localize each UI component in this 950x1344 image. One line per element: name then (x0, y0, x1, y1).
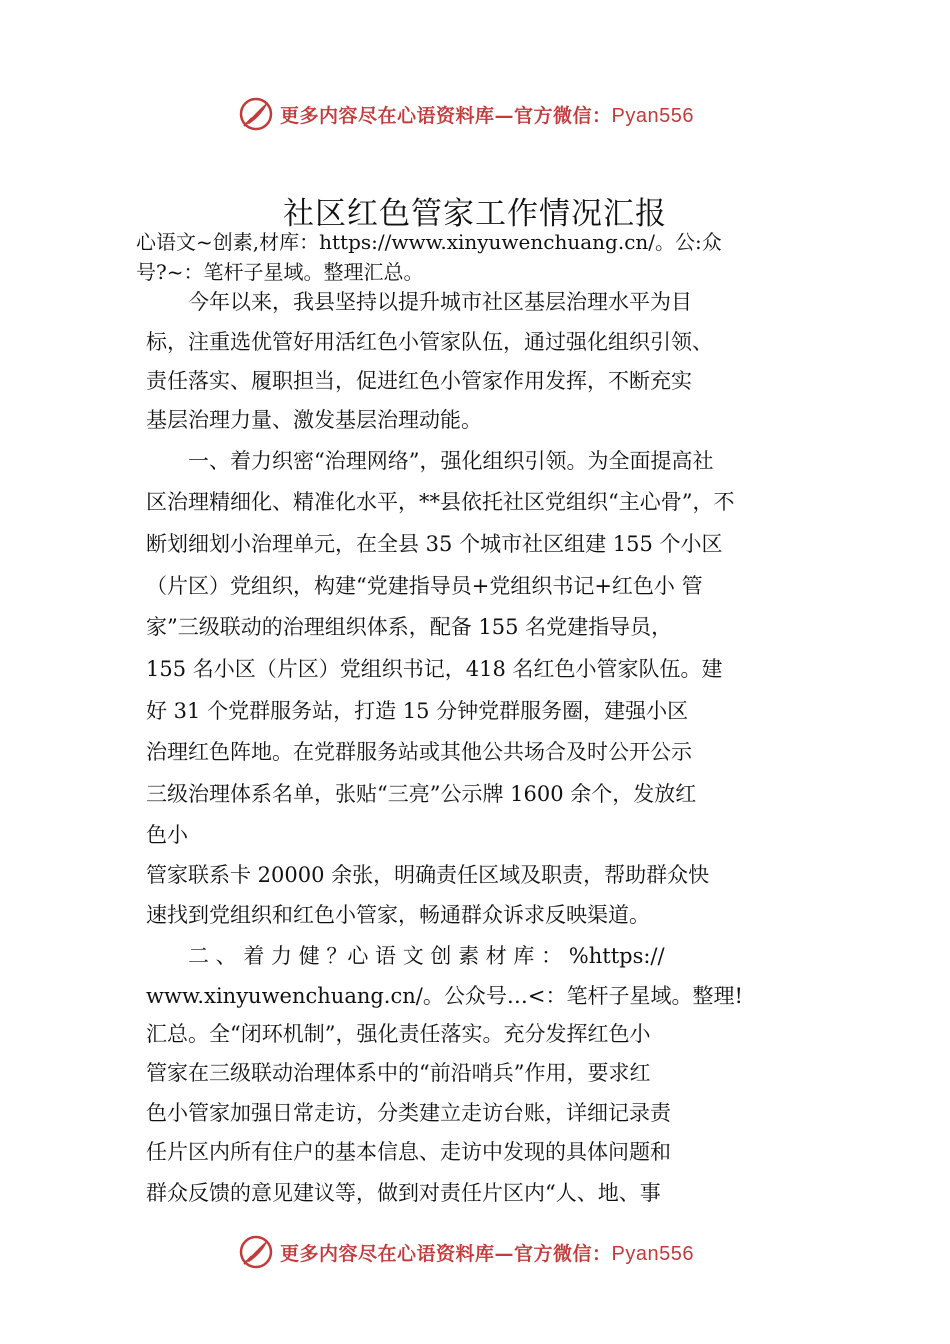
body-line: 汇总。全“闭环机制”，强化责任落实。充分发挥红色小 (146, 1022, 651, 1046)
source-line: 心语文~创素,材库：https://www.xinyuwenchuang.cn/。公:众 (136, 230, 722, 254)
body-line: 二 、 着 力 健 ？心 语 文 创 素 材 库 ： %https:// (146, 944, 665, 968)
body-line: 标，注重选优管好用活红色小管家队伍，通过强化组织引领、 (146, 330, 713, 354)
body-line: 断划细划小治理单元，在全县 35 个城市社区组建 155 个小区 (146, 532, 723, 556)
body-line: 好 31 个党群服务站，打造 15 分钟党群服务圈，建强小区 (146, 699, 689, 723)
body-line: 任片区内所有住户的基本信息、走访中发现的具体问题和 (146, 1140, 671, 1164)
wechat-id: Pyan556 (611, 104, 694, 127)
body-line: 群众反馈的意见建议等，做到对责任片区内“人、地、事 (146, 1181, 661, 1205)
body-line: 治理红色阵地。在党群服务站或其他公共场合及时公开公示 (146, 740, 692, 764)
footer-banner[interactable] (238, 1232, 694, 1272)
wechat-id: Pyan556 (611, 1242, 694, 1265)
source-line: 号?~：笔杆子星域。整理汇总。 (136, 260, 424, 284)
body-line: （片区）党组织，构建“党建指导员+党组织书记+红色小 管 (146, 574, 703, 598)
body-line: 一、着力织密“治理网络”，强化组织引领。为全面提高社 (146, 449, 714, 473)
body-line: 区治理精细化、精准化水平，**县依托社区党组织“主心骨”，不 (146, 490, 735, 514)
body-line: 家”三级联动的治理组织体系，配备 155 名党建指导员， (146, 615, 673, 639)
body-line: 三级治理体系名单，张贴“三亮”公示牌 1600 余个，发放红 (146, 782, 697, 806)
header-banner[interactable] (238, 94, 694, 134)
quill-logo-icon (238, 1234, 274, 1270)
body-line: 155 名小区（片区）党组织书记，418 名红色小管家队伍。建 (146, 657, 723, 681)
body-line: 基层治理力量、激发基层治理动能。 (146, 408, 482, 432)
footer-banner-text: 更多内容尽在心语资料库—官方微信：Pyan556 (280, 1242, 694, 1265)
body-line: 今年以来，我县坚持以提升城市社区基层治理水平为目 (146, 290, 692, 314)
body-line: 管家在三级联动治理体系中的“前沿哨兵”作用，要求红 (146, 1061, 651, 1085)
body-line: 色小管家加强日常走访，分类建立走访台账，详细记录责 (146, 1101, 671, 1125)
header-banner-text: 更多内容尽在心语资料库—官方微信：Pyan556 (280, 104, 694, 127)
quill-logo-icon (238, 96, 274, 132)
body-line: 管家联系卡 20000 余张，明确责任区域及职责，帮助群众快 (146, 863, 710, 887)
body-line: www.xinyuwenchuang.cn/。公众号…<：笔杆子星域。整理! (146, 984, 743, 1008)
body-line: 速找到党组织和红色小管家，畅通群众诉求反映渠道。 (146, 903, 650, 927)
body-line: 责任落实、履职担当，促进红色小管家作用发挥，不断充实 (146, 369, 692, 393)
document-title: 社区红色管家工作情况汇报 (283, 196, 667, 232)
body-line: 色小 (146, 823, 188, 847)
